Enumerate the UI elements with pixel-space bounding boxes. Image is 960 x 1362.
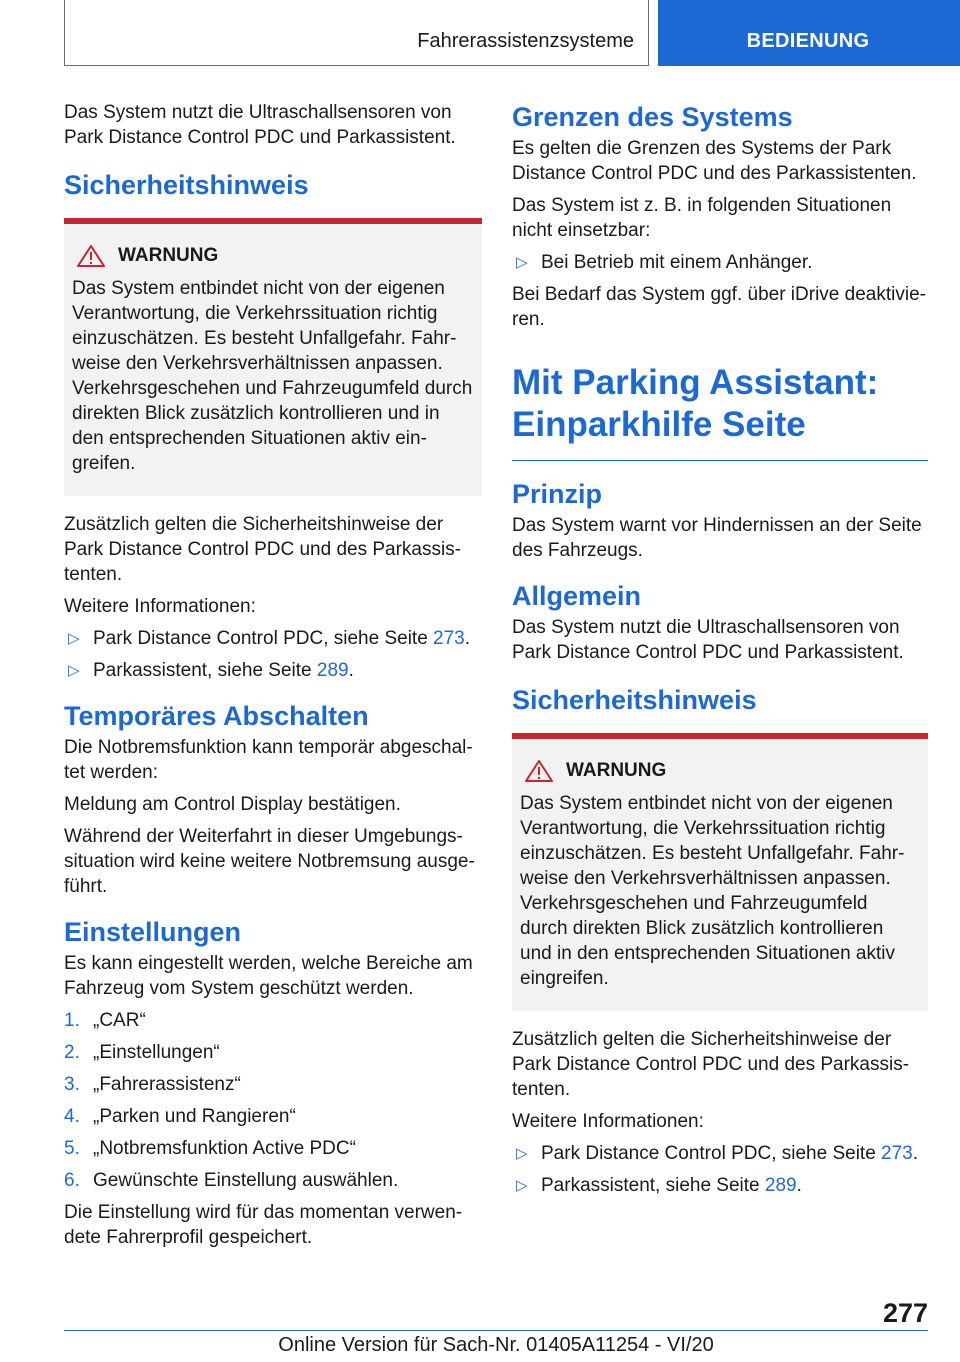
step-text: „CAR“	[93, 1010, 146, 1031]
more-info-label: Weitere Informationen:	[64, 596, 256, 617]
limits-heading: Grenzen des Systems	[512, 102, 793, 132]
step-item	[64, 1040, 482, 1065]
step-text: Gewünschte Einstellung auswählen.	[93, 1170, 399, 1191]
left-column	[64, 100, 482, 1257]
additional-paragraph: Zusätzlich gelten die Sicherheitshinweise der Park Distance Control PDC und des Parkassistenten.	[64, 514, 462, 585]
step-text: „Parken und Rangieren“	[93, 1106, 296, 1127]
list-item-text: Parkassistent, siehe Seite	[93, 660, 317, 681]
header-chapter-tab[interactable]	[658, 0, 960, 66]
more-info-label: Weitere Informationen:	[512, 1111, 704, 1132]
step-item	[64, 1136, 482, 1161]
step-text: „Einstellungen“	[93, 1042, 220, 1063]
temp-paragraph-2: Meldung am Control Display bestätigen.	[64, 794, 401, 815]
step-number: 2.	[64, 1042, 80, 1063]
list-item-end: .	[796, 1175, 802, 1196]
warning-title: WARNUNG	[566, 760, 667, 781]
general-heading: Allgemein	[512, 581, 642, 611]
general-paragraph: Das System nutzt die Ultraschallsensoren von Park Distance Control PDC und Parkassistent.	[512, 617, 904, 663]
warning-box	[512, 733, 928, 1011]
footer-text: Online Version für Sach-Nr. 01405A11254 - VI/20	[278, 1334, 714, 1356]
list-item-text: Bei Betrieb mit einem Anhänger.	[541, 252, 813, 273]
triangle-right-icon: ▷	[68, 630, 80, 647]
list-item	[512, 1141, 928, 1166]
list-item	[64, 658, 482, 683]
footer-divider	[64, 1330, 928, 1331]
warning-triangle-icon	[524, 759, 554, 783]
step-number: 6.	[64, 1170, 80, 1191]
list-item-end: .	[912, 1143, 919, 1164]
step-item	[64, 1168, 482, 1193]
settings-end-paragraph: Die Einstellung wird für das momentan verwendete Fahrerprofil gespeichert.	[64, 1202, 463, 1248]
limits-paragraph-3: Bei Bedarf das System ggf. über iDrive deaktivieren.	[512, 284, 926, 330]
step-number: 5.	[64, 1138, 80, 1159]
principle-heading: Prinzip	[512, 479, 603, 509]
page-link-273[interactable]: 273	[433, 628, 465, 649]
step-number: 4.	[64, 1106, 80, 1127]
step-text: „Notbremsfunktion Active PDC“	[93, 1138, 356, 1159]
warning-title: WARNUNG	[118, 245, 219, 266]
step-text: „Fahrerassistenz“	[93, 1074, 241, 1095]
header-section-title: Fahrerassistenzsysteme	[417, 30, 634, 52]
step-number: 1.	[64, 1010, 80, 1031]
list-item	[512, 1173, 928, 1198]
safety-heading: Sicherheitshinweis	[512, 685, 757, 715]
step-number: 3.	[64, 1074, 80, 1095]
list-item-end: .	[348, 660, 354, 681]
warning-box	[64, 218, 482, 496]
list-item	[64, 626, 482, 651]
page-link-289[interactable]: 289	[316, 660, 349, 681]
limits-paragraph-1: Es gelten die Grenzen des Systems der Park Distance Control PDC und des Parkassistenten.	[512, 138, 917, 184]
main-heading: Mit Parking Assistant: Einparkhilfe Seite	[512, 362, 928, 461]
safety-heading: Sicherheitshinweis	[64, 170, 309, 200]
temp-off-heading: Temporäres Abschalten	[64, 701, 369, 731]
step-item	[64, 1104, 482, 1129]
page-number: 277	[882, 1298, 928, 1328]
list-item-end: .	[464, 628, 471, 649]
list-item-text: Park Distance Control PDC, siehe Seite	[93, 628, 434, 649]
principle-paragraph: Das System warnt vor Hindernissen an der Seite des Fahrzeugs.	[512, 515, 922, 561]
header-section-box	[64, 0, 649, 66]
temp-paragraph-1: Die Notbremsfunktion kann temporär abgeschaltet werden:	[64, 737, 473, 783]
warning-text: Das System entbindet nicht von der eigenen Verantwortung, die Verkehrssituation richtig einzuschätzen. Es besteht Unfallgefahr. Fahrweise den Verkehrsverhältnissen anpassen. Verkehrsgeschehen und Fahrzeugumfeld durch direkten Blick zusätzlich kontrollieren und in den entsprechenden Situationen aktiv eingreifen.	[72, 278, 473, 474]
triangle-right-icon: ▷	[516, 254, 528, 271]
page-link-289[interactable]: 289	[764, 1175, 797, 1196]
step-item	[64, 1008, 482, 1033]
right-column	[512, 100, 928, 1205]
triangle-right-icon: ▷	[516, 1177, 528, 1194]
additional-paragraph: Zusätzlich gelten die Sicherheitshinweise der Park Distance Control PDC und des Parkassistenten.	[512, 1029, 910, 1100]
warning-title-row	[520, 759, 920, 783]
list-item-text: Parkassistent, siehe Seite	[541, 1175, 765, 1196]
triangle-right-icon: ▷	[68, 662, 80, 679]
intro-paragraph: Das System nutzt die Ultraschallsensoren von Park Distance Control PDC und Parkassistent.	[64, 102, 456, 148]
settings-paragraph: Es kann eingestellt werden, welche Bereiche am Fahrzeug vom System geschützt werden.	[64, 953, 473, 999]
page-link-273[interactable]: 273	[881, 1143, 913, 1164]
settings-heading: Einstellungen	[64, 917, 242, 947]
warning-triangle-icon	[76, 244, 106, 268]
step-item	[64, 1072, 482, 1097]
header-chapter-title: BEDIENUNG	[746, 30, 870, 52]
list-item	[512, 250, 928, 275]
list-item-text: Park Distance Control PDC, siehe Seite	[541, 1143, 882, 1164]
triangle-right-icon: ▷	[516, 1145, 528, 1162]
warning-title-row	[72, 244, 474, 268]
limits-paragraph-2: Das System ist z. B. in folgenden Situationen nicht einsetzbar:	[512, 195, 892, 241]
warning-text: Das System entbindet nicht von der eigenen Verantwortung, die Verkehrssituation richtig einzuschätzen. Es besteht Unfallgefahr. Fahrweise den Verkehrsverhältnissen anpassen. Verkehrsgeschehen und Fahrzeugumfeld durch direkten Blick zusätzlich kontrollieren und in den entsprechenden Situationen aktiv eingreifen.	[520, 793, 905, 989]
temp-paragraph-3: Während der Weiterfahrt in dieser Umgebungssituation wird keine weitere Notbremsung ausgeführt.	[64, 826, 475, 897]
